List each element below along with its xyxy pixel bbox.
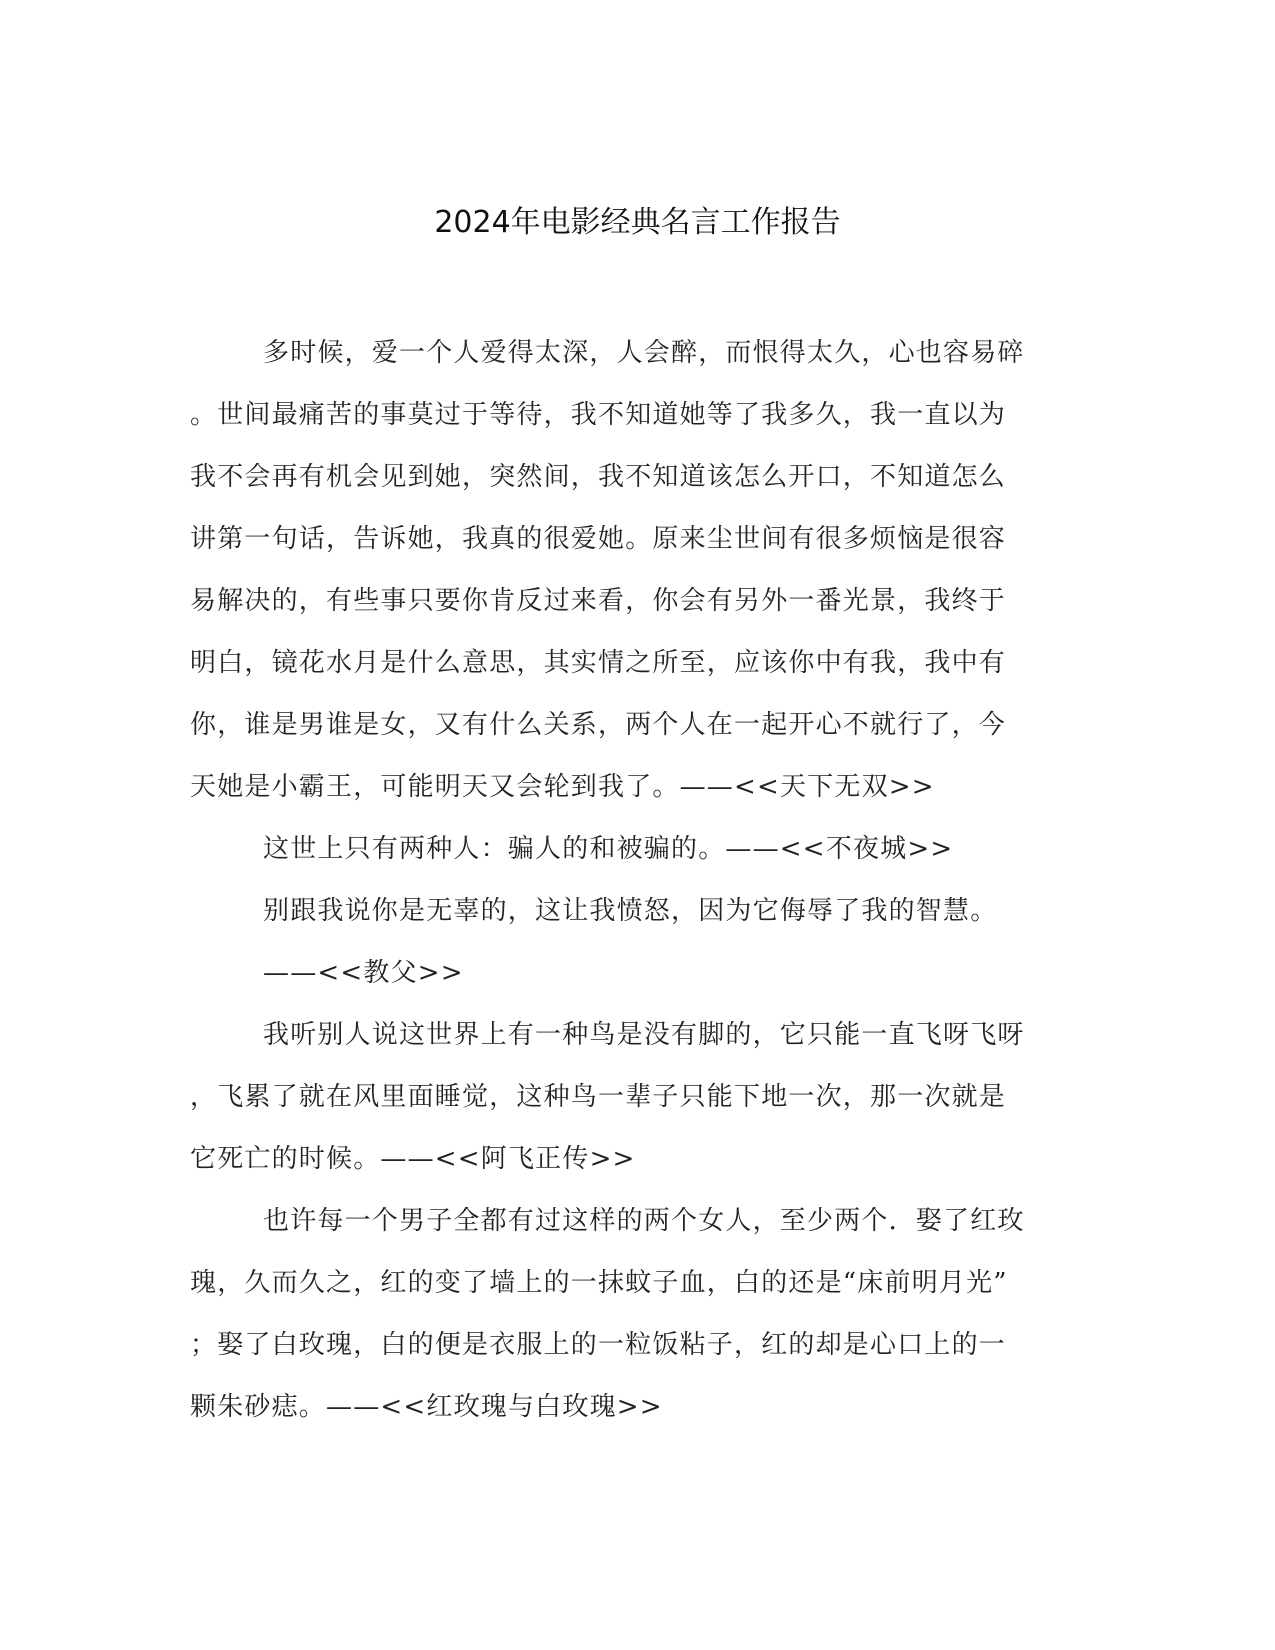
text-line: 我不会再有机会见到她，突然间，我不知道该怎么开口，不知道怎么 [190,462,1007,492]
paragraph [190,1004,1080,1190]
document-title: 2024年电影经典名言工作报告 [434,205,841,240]
text-line: 我听别人说这世界上有一种鸟是没有脚的，它只能一直飞呀飞呀 [263,1020,1025,1050]
document-body [190,322,1080,1438]
text-line: 瑰，久而久之，红的变了墙上的一抹蚊子血，白的还是“床前明月光” [190,1268,1008,1298]
text-line: ，飞累了就在风里面睡觉，这种鸟一辈子只能下地一次，那一次就是 [190,1082,1007,1112]
text-line: 别跟我说你是无辜的，这让我愤怒，因为它侮辱了我的智慧。 [263,896,998,926]
paragraph [190,322,1080,818]
paragraph [190,818,1080,880]
text-line: 你，谁是男谁是女，又有什么关系，两个人在一起开心不就行了，今 [190,710,1007,740]
text-line: 。世间最痛苦的事莫过于等待，我不知道她等了我多久，我一直以为 [190,400,1007,430]
text-line: ；娶了白玫瑰，白的便是衣服上的一粒饭粘子，红的却是心口上的一 [190,1330,1007,1360]
text-line: 这世上只有两种人：骗人的和被骗的。——<<不夜城>> [263,834,954,864]
text-line: 明白，镜花水月是什么意思，其实情之所至，应该你中有我，我中有 [190,648,1007,678]
text-line: 讲第一句话，告诉她，我真的很爱她。原来尘世间有很多烦恼是很容 [190,524,1007,554]
text-line: ——<<教父>> [263,958,464,988]
text-line: 多时候，爱一个人爱得太深，人会醉，而恨得太久，心也容易碎 [263,338,1025,368]
text-line: 天她是小霸王，可能明天又会轮到我了。——<<天下无双>> [190,772,935,802]
text-line: 它死亡的时候。——<<阿飞正传>> [190,1144,636,1174]
text-line: 易解决的，有些事只要你肯反过来看，你会有另外一番光景，我终于 [190,586,1007,616]
text-line: 也许每一个男子全都有过这样的两个女人，至少两个．娶了红玫 [263,1206,1025,1236]
paragraph [190,880,1080,1004]
text-line: 颗朱砂痣。——<<红玫瑰与白玫瑰>> [190,1392,663,1422]
paragraph [190,1190,1080,1438]
